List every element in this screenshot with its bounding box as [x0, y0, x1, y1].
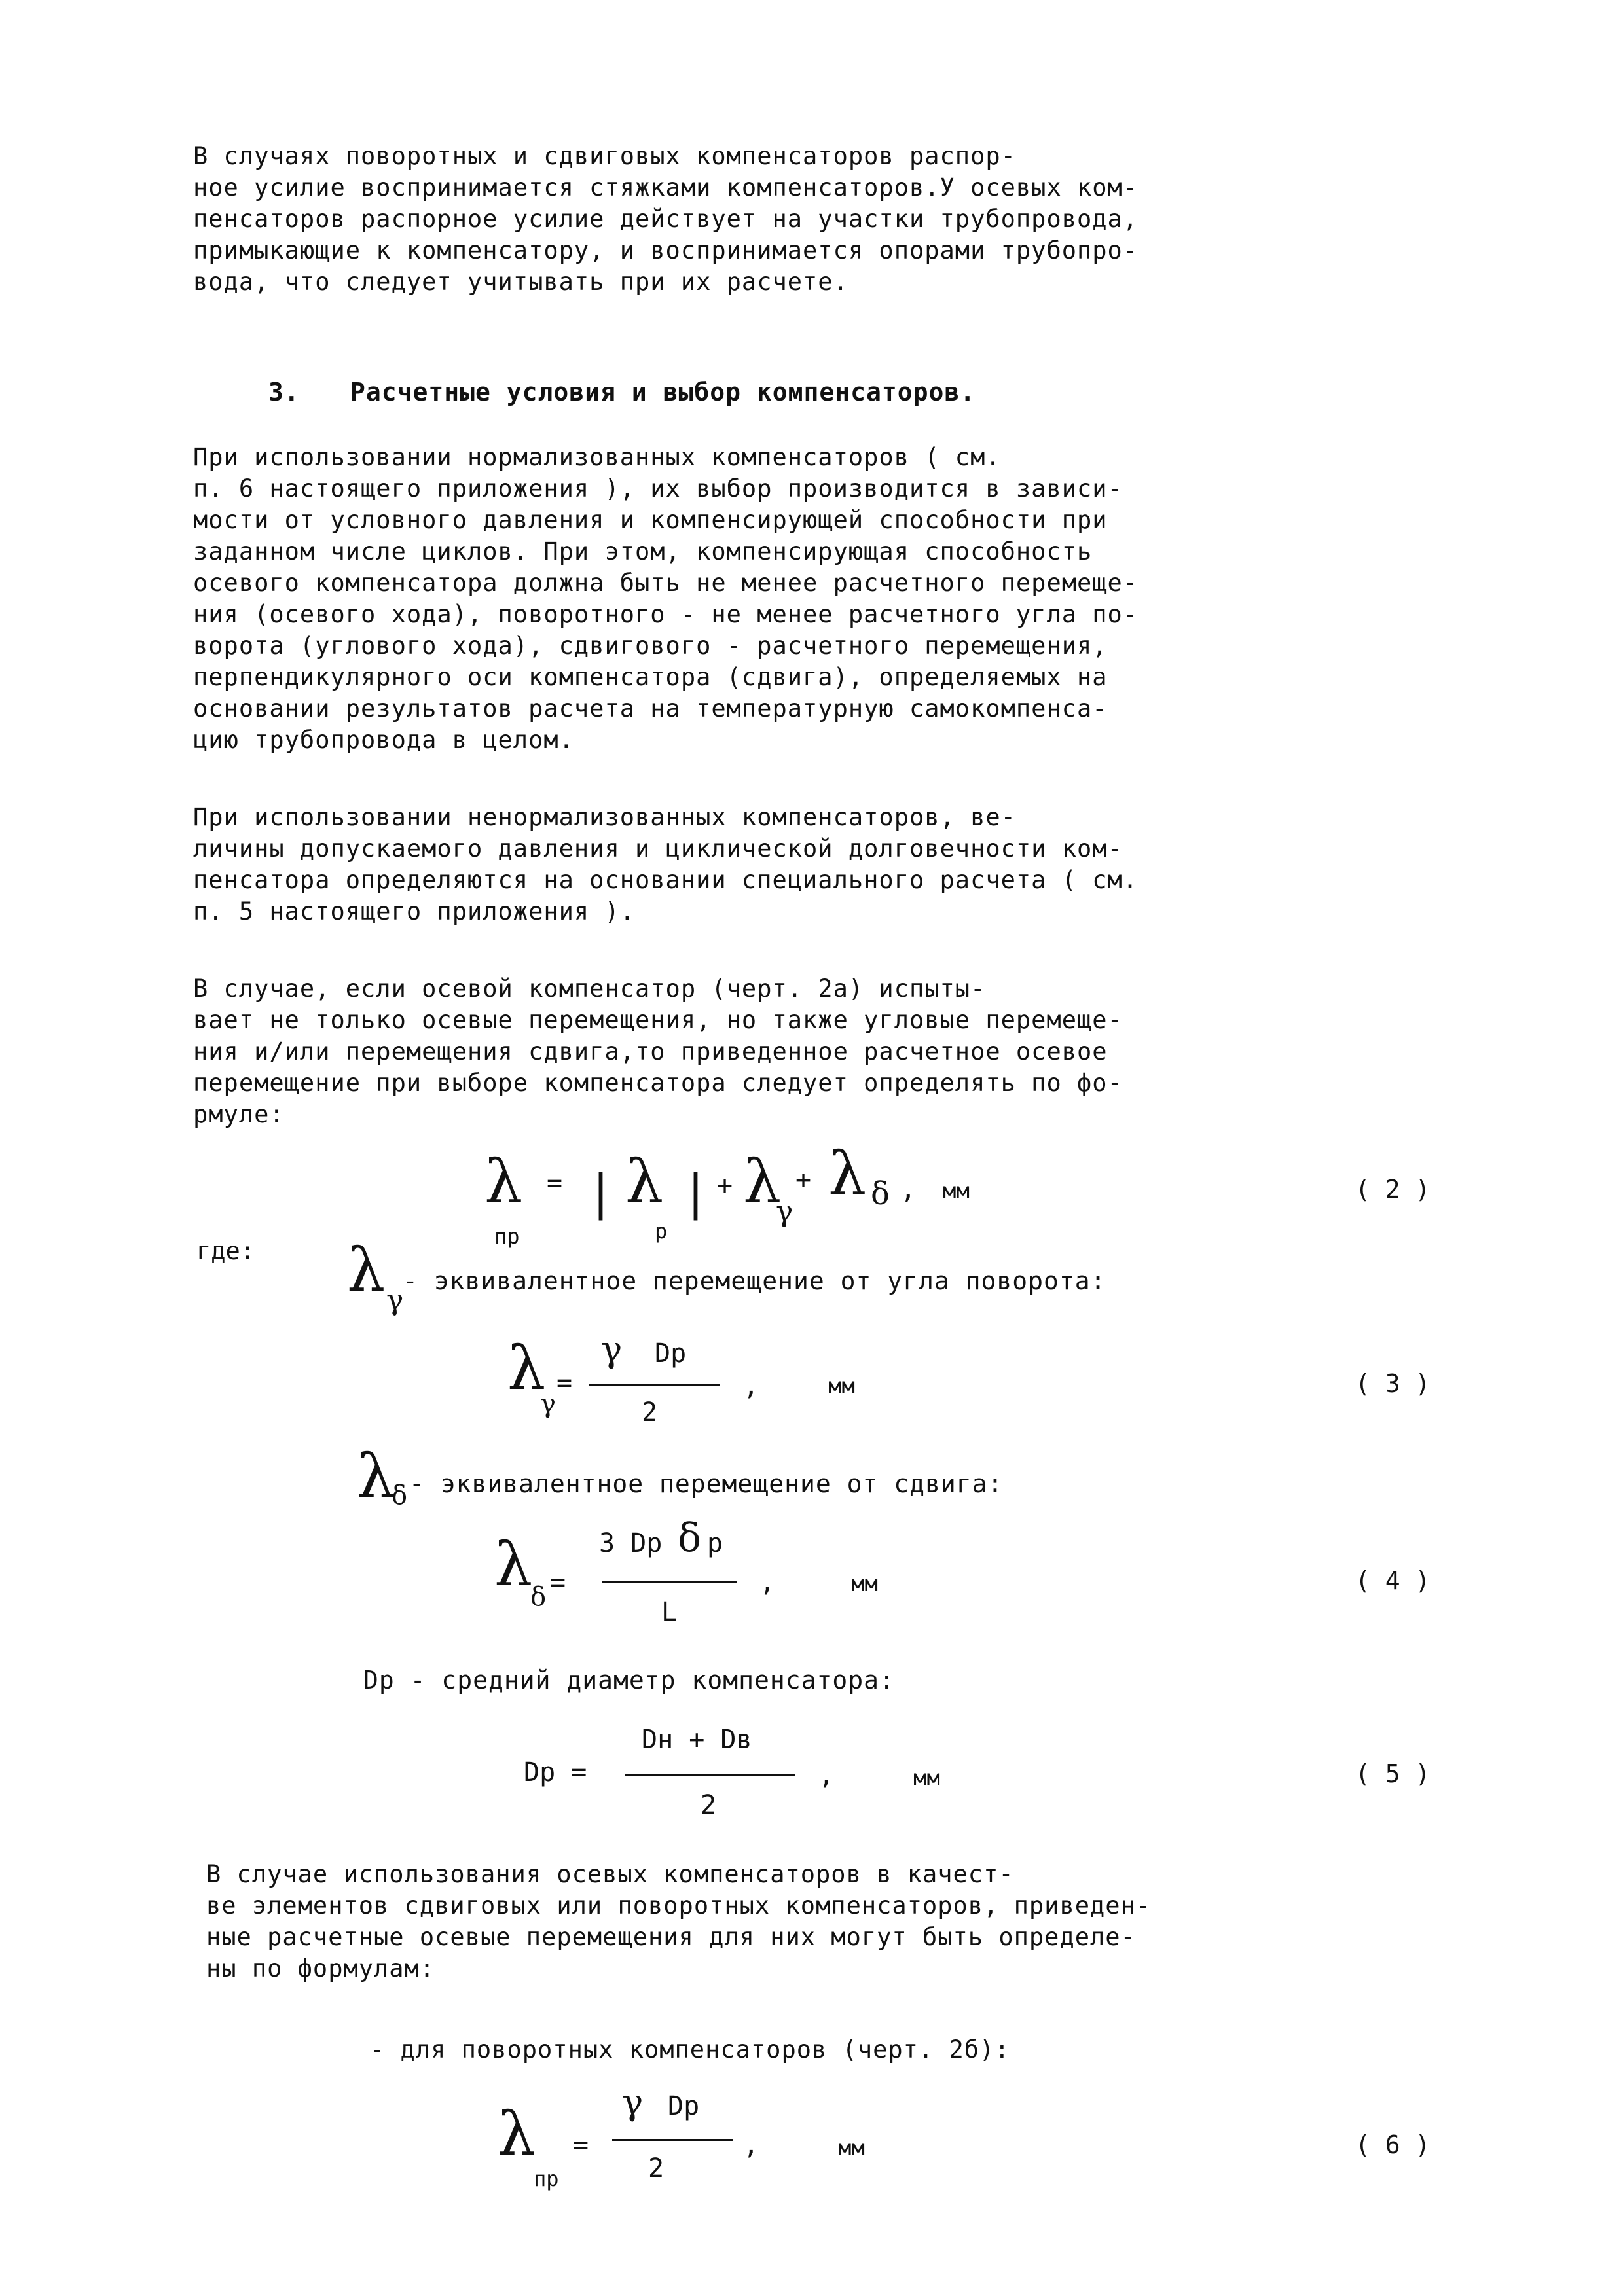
unit-mm: мм: [913, 1765, 940, 1791]
equals-sign: =: [573, 2130, 589, 2161]
unit-mm: мм: [943, 1178, 970, 1204]
equals-sign: =: [550, 1568, 566, 1598]
subscript-pr: пр: [534, 2166, 559, 2191]
section-number: 3.: [268, 378, 300, 406]
lambda-symbol: λ: [494, 1530, 533, 1600]
lambda-symbol: λ: [498, 2099, 536, 2169]
gamma-symbol: γ: [601, 1329, 623, 1370]
where-label: где:: [196, 1237, 255, 1265]
abs-open: |: [593, 1164, 609, 1221]
numerator-dp: Dp: [668, 2091, 700, 2121]
denominator-2: 2: [642, 1397, 658, 1427]
equation-number-3: ( 3 ): [1355, 1369, 1431, 1398]
lambda-symbol: λ: [484, 1147, 523, 1217]
subscript-delta: δ: [871, 1175, 890, 1212]
lambda-symbol: λ: [347, 1235, 386, 1305]
equals-sign: =: [547, 1168, 563, 1198]
lambda-symbol: λ: [743, 1147, 782, 1217]
lambda-symbol: λ: [357, 1441, 395, 1511]
unit-mm: мм: [838, 2135, 865, 2161]
unit-mm: мм: [851, 1571, 878, 1597]
equals-sign: =: [556, 1368, 573, 1398]
paragraph-thrust: В случаях поворотных и сдвиговых компенсаторов распор- ное усилие воспринимается стяжками компенсаторов.У осевых ком- пенсаторов распорное усилие действует на участки трубопровода, примыкающие к компенсатору, и воспринимается опорами трубопро- вода, что следует учитывать при их расчете.: [193, 142, 1139, 296]
subscript-pr: пр: [494, 1224, 520, 1249]
desc-gamma: - эквивалентное перемещение от угла поворота:: [403, 1266, 1106, 1295]
subscript-gamma: γ: [386, 1283, 404, 1317]
subscript-gamma: γ: [776, 1195, 793, 1229]
numerator-p: p: [707, 1528, 723, 1558]
equation-number-2: ( 2 ): [1355, 1175, 1431, 1204]
delta-symbol: δ: [678, 1515, 702, 1561]
denominator-l: L: [661, 1597, 678, 1627]
equation-number-4: ( 4 ): [1355, 1566, 1431, 1595]
fraction-line: [612, 2139, 733, 2141]
subscript-gamma: γ: [540, 1389, 556, 1419]
lambda-symbol: λ: [828, 1139, 867, 1209]
fraction-line: [589, 1384, 720, 1386]
comma: ,: [818, 1761, 835, 1791]
comma: ,: [759, 1568, 776, 1598]
numerator-dp: Dp: [655, 1338, 687, 1369]
desc-delta: - эквивалентное перемещение от сдвига:: [409, 1469, 1004, 1498]
section-title: Расчетные условия и выбор компенсаторов.: [350, 378, 976, 406]
denominator-2: 2: [648, 2153, 665, 2183]
paragraph-normalized: При использовании нормализованных компенсаторов ( см. п. 6 настоящего приложения ), их выбор производится в зависи- мости от условного давления и компенсирующей способности при заданном числе циклов. При этом, компенсирующая способность осевого компенсатора должна быть не менее расчетного перемеще- ния (осевого хода), поворотного - не менее расчетного угла по- ворота (углового хода), сдвигового - расчетного перемещения, перпендикулярного оси компенсатора (сдвига), определяемых на основании результатов расчета на температурную самокомпенса- цию трубопровода в целом.: [193, 443, 1139, 754]
comma: ,: [743, 1371, 759, 1401]
lambda-symbol: λ: [625, 1147, 664, 1217]
abs-close: |: [687, 1164, 704, 1221]
paragraph-axial: В случае, если осевой компенсатор (черт. 2а) испыты- вает не только осевые перемещения, но также угловые перемеще- ния и/или перемещения сдвига,то приведенное расчетное осевое перемещение при выборе компенсатора следует определять по фо- рмуле:: [193, 975, 1123, 1128]
subscript-delta: δ: [392, 1480, 408, 1511]
equation-number-6: ( 6 ): [1355, 2130, 1431, 2159]
comma: ,: [743, 2130, 759, 2161]
numerator-dn-dv: Dн + Dв: [642, 1725, 752, 1755]
subscript-p: р: [655, 1219, 668, 1244]
plus-sign: +: [795, 1165, 812, 1195]
section-heading: [268, 376, 976, 408]
numerator-3dp: 3 Dp: [599, 1528, 663, 1558]
unit-mm: мм: [828, 1373, 855, 1399]
lhs-dp: Dp =: [524, 1757, 587, 1787]
paragraph-non-normalized: При использовании ненормализованных компенсаторов, ве- личины допускаемого давления и циклической долговечности ком- пенсатора определяются на основании специального расчета ( см. п. 5 настоящего приложения ).: [193, 803, 1139, 925]
plus-sign: +: [717, 1170, 733, 1200]
comma: ,: [900, 1175, 917, 1205]
desc-dp: Dp - средний диаметр компенсатора:: [363, 1666, 895, 1695]
fraction-line: [625, 1774, 795, 1776]
equation-number-5: ( 5 ): [1355, 1759, 1431, 1788]
subscript-delta: δ: [530, 1582, 547, 1612]
gamma-symbol: γ: [622, 2081, 644, 2123]
lambda-symbol: λ: [507, 1333, 546, 1403]
paragraph-combined: В случае использования осевых компенсаторов в качест- ве элементов сдвиговых или поворотных компенсаторов, приведен- ные расчетные осевые перемещения для них могут быть определе- ны по формулам:: [206, 1860, 1152, 1982]
paragraph-rotary: - для поворотных компенсаторов (черт. 2б):: [370, 2036, 1010, 2064]
denominator-2: 2: [701, 1790, 717, 1820]
fraction-line: [602, 1581, 737, 1583]
